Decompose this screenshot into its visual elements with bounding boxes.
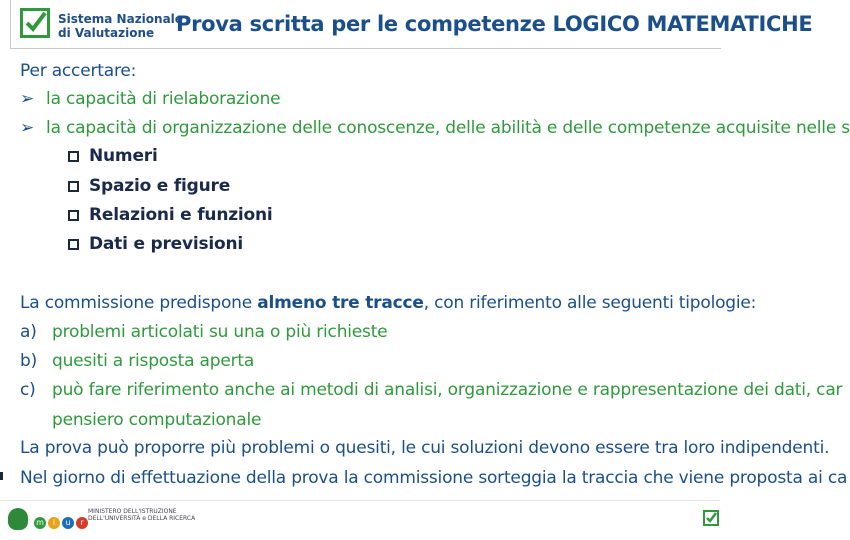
miur-letter: u bbox=[62, 517, 74, 529]
subitem-label: Relazioni e funzioni bbox=[89, 205, 273, 225]
miur-letter: m bbox=[34, 517, 46, 529]
miur-letter: r bbox=[76, 517, 88, 529]
list-marker: a) bbox=[20, 322, 37, 342]
subitem-label: Numeri bbox=[89, 146, 158, 166]
list-item bbox=[20, 322, 387, 342]
bullet-text: la capacità di rielaborazione bbox=[46, 89, 281, 109]
logo-text bbox=[58, 12, 183, 40]
checkbox-square-icon bbox=[68, 239, 79, 250]
closing-text: Nel giorno di effettuazione della prova la commissione sorteggia la traccia che viene proposta ai ca bbox=[20, 468, 848, 488]
arrow-bullet-icon: ➢ bbox=[20, 89, 35, 109]
ministero-line1: MINISTERO DELL'ISTRUZIONE bbox=[88, 508, 177, 515]
arrow-bullet-icon: ➢ bbox=[20, 118, 35, 138]
subitem bbox=[68, 176, 230, 196]
miur-logo bbox=[34, 510, 90, 529]
logo-text-line2: di Valutazione bbox=[58, 26, 155, 40]
subitem bbox=[68, 234, 243, 254]
check-box-icon bbox=[20, 8, 50, 38]
list-text: può fare riferimento anche ai metodi di analisi, organizzazione e rappresentazione dei dati, car bbox=[52, 380, 843, 400]
list-item bbox=[20, 351, 254, 371]
republic-emblem-icon bbox=[8, 508, 28, 530]
edge-mark bbox=[0, 472, 3, 480]
bullet-item bbox=[20, 89, 280, 109]
checkbox-square-icon bbox=[68, 181, 79, 192]
commission-lead-bold: almeno tre tracce bbox=[257, 293, 424, 313]
check-box-icon bbox=[703, 510, 719, 526]
checkbox-square-icon bbox=[68, 210, 79, 221]
commission-lead-text: La commissione predispone bbox=[20, 293, 258, 313]
closing-text: La prova può proporre più problemi o quesiti, le cui soluzioni devono essere tra loro indipendenti. bbox=[20, 438, 830, 458]
page-title: Prova scritta per le competenze LOGICO MATEMATICHE bbox=[176, 12, 813, 36]
ministero-line2: DELL'UNIVERSITÀ e DELLA RICERCA bbox=[88, 515, 196, 522]
list-text: problemi articolati su una o più richieste bbox=[52, 322, 388, 342]
commission-lead-text: , con riferimento alle seguenti tipologie: bbox=[423, 293, 757, 313]
subitem bbox=[68, 146, 158, 166]
bullet-item bbox=[20, 118, 850, 138]
subitem-label: Spazio e figure bbox=[89, 176, 231, 196]
list-marker: b) bbox=[20, 351, 38, 371]
subitem bbox=[68, 205, 273, 225]
list-text: quesiti a risposta aperta bbox=[52, 351, 255, 371]
list-item-continuation: pensiero computazionale bbox=[52, 410, 262, 430]
footer-divider bbox=[0, 500, 720, 501]
intro-heading: Per accertare: bbox=[20, 61, 137, 81]
bullet-text: la capacità di organizzazione delle conoscenze, delle abilità e delle competenze acquisite nelle s bbox=[46, 118, 850, 138]
list-item bbox=[20, 380, 842, 400]
subitem-label: Dati e previsioni bbox=[89, 234, 244, 254]
miur-letter: i bbox=[48, 517, 60, 529]
checkbox-square-icon bbox=[68, 151, 79, 162]
logo-text-line1: Sistema Nazionale bbox=[58, 12, 183, 26]
list-marker: c) bbox=[20, 380, 36, 400]
ministero-label bbox=[88, 508, 195, 522]
commission-lead bbox=[20, 293, 756, 313]
